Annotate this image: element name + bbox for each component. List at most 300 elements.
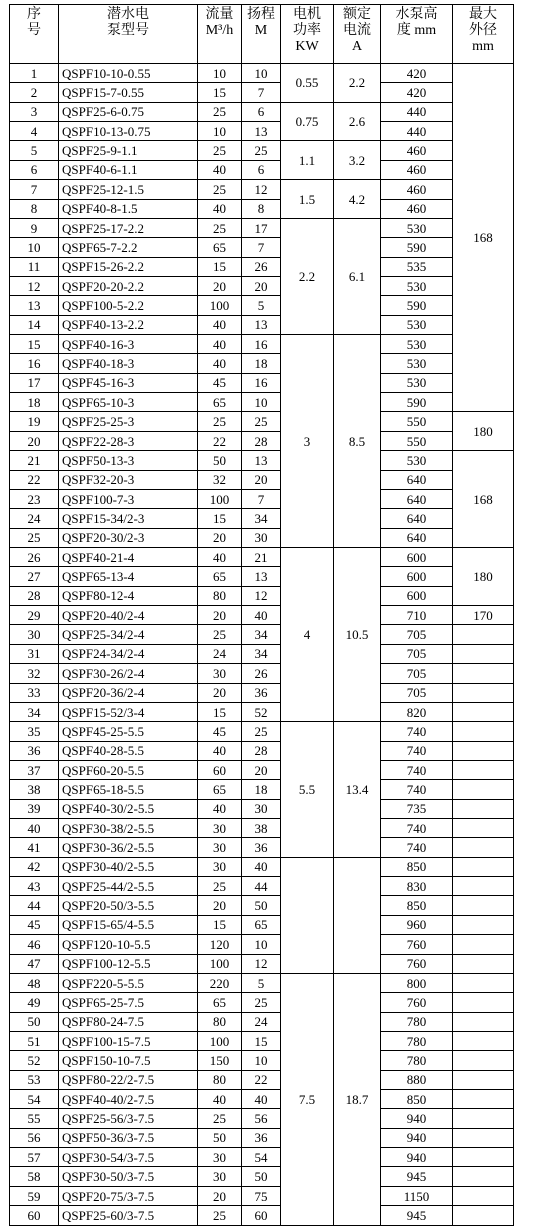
table-row	[10, 509, 514, 528]
flow-rate: 80	[198, 1012, 242, 1031]
pump-model: QSPF30-36/2-5.5	[59, 838, 198, 857]
flow-rate: 25	[198, 1109, 242, 1128]
pump-head: 40	[242, 606, 281, 625]
table-row	[10, 412, 514, 431]
max-diameter	[453, 683, 514, 702]
rated-current: 13.4	[334, 722, 381, 858]
max-diameter	[453, 1031, 514, 1050]
pump-model: QSPF40-18-3	[59, 354, 198, 373]
row-number: 55	[10, 1109, 59, 1128]
row-number: 54	[10, 1090, 59, 1109]
pump-height: 530	[381, 354, 453, 373]
max-diameter	[453, 1128, 514, 1147]
header-power: 电机 功率 KW	[281, 5, 334, 64]
pump-model: QSPF120-10-5.5	[59, 935, 198, 954]
pump-height: 880	[381, 1070, 453, 1089]
row-number: 43	[10, 877, 59, 896]
rated-current: 4.2	[334, 180, 381, 219]
flow-rate: 45	[198, 722, 242, 741]
pump-height: 760	[381, 954, 453, 973]
max-diameter: 170	[453, 606, 514, 625]
pump-model: QSPF25-9-1.1	[59, 141, 198, 160]
pump-model: QSPF40-6-1.1	[59, 160, 198, 179]
row-number: 20	[10, 431, 59, 450]
flow-rate: 10	[198, 122, 242, 141]
pump-head: 15	[242, 1031, 281, 1050]
max-diameter	[453, 1109, 514, 1128]
pump-model: QSPF30-54/3-7.5	[59, 1148, 198, 1167]
rated-current: 10.5	[334, 547, 381, 721]
pump-height: 780	[381, 1031, 453, 1050]
header-current: 额定 电流 A	[334, 5, 381, 64]
table-row	[10, 354, 514, 373]
row-number: 58	[10, 1167, 59, 1186]
max-diameter: 168	[453, 451, 514, 548]
pump-model: QSPF10-13-0.75	[59, 122, 198, 141]
pump-height: 460	[381, 141, 453, 160]
flow-rate: 20	[198, 683, 242, 702]
pump-head: 6	[242, 160, 281, 179]
pump-head: 12	[242, 180, 281, 199]
pump-head: 7	[242, 489, 281, 508]
table-row	[10, 838, 514, 857]
row-number: 9	[10, 218, 59, 237]
flow-rate: 100	[198, 296, 242, 315]
flow-rate: 45	[198, 373, 242, 392]
table-row	[10, 451, 514, 470]
motor-power: 1.5	[281, 180, 334, 219]
max-diameter: 168	[453, 64, 514, 412]
flow-rate: 40	[198, 741, 242, 760]
flow-rate: 100	[198, 489, 242, 508]
max-diameter	[453, 1206, 514, 1225]
row-number: 33	[10, 683, 59, 702]
table-row	[10, 64, 514, 83]
max-diameter	[453, 722, 514, 741]
header-pump-height: 水泵高 度 mm	[381, 5, 453, 64]
pump-model: QSPF45-25-5.5	[59, 722, 198, 741]
row-number: 13	[10, 296, 59, 315]
pump-head: 21	[242, 547, 281, 566]
table-row	[10, 935, 514, 954]
table-row	[10, 1148, 514, 1167]
table-row	[10, 1031, 514, 1050]
table-row	[10, 896, 514, 915]
rated-current: 2.6	[334, 102, 381, 141]
row-number: 23	[10, 489, 59, 508]
pump-model: QSPF15-7-0.55	[59, 83, 198, 102]
row-number: 46	[10, 935, 59, 954]
table-row	[10, 296, 514, 315]
pump-height: 705	[381, 625, 453, 644]
table-row	[10, 567, 514, 586]
pump-head: 34	[242, 644, 281, 663]
flow-rate: 15	[198, 702, 242, 721]
pump-model: QSPF25-56/3-7.5	[59, 1109, 198, 1128]
pump-model: QSPF60-20-5.5	[59, 760, 198, 779]
row-number: 38	[10, 780, 59, 799]
pump-model: QSPF100-7-3	[59, 489, 198, 508]
flow-rate: 10	[198, 64, 242, 83]
table-row	[10, 877, 514, 896]
table-row	[10, 238, 514, 257]
max-diameter	[453, 857, 514, 876]
rated-current	[334, 857, 381, 973]
pump-height: 735	[381, 799, 453, 818]
pump-head: 26	[242, 257, 281, 276]
motor-power: 0.55	[281, 64, 334, 103]
motor-power: 2.2	[281, 218, 334, 334]
pump-model: QSPF40-28-5.5	[59, 741, 198, 760]
pump-height: 640	[381, 528, 453, 547]
pump-head: 36	[242, 1128, 281, 1147]
row-number: 6	[10, 160, 59, 179]
header-head: 扬程 M	[242, 5, 281, 64]
flow-rate: 25	[198, 180, 242, 199]
motor-power: 3	[281, 335, 334, 548]
pump-height: 530	[381, 373, 453, 392]
row-number: 44	[10, 896, 59, 915]
max-diameter	[453, 896, 514, 915]
header-row	[10, 5, 514, 64]
flow-rate: 25	[198, 102, 242, 121]
pump-head: 18	[242, 780, 281, 799]
row-number: 51	[10, 1031, 59, 1050]
flow-rate: 40	[198, 160, 242, 179]
pump-model: QSPF15-34/2-3	[59, 509, 198, 528]
pump-head: 5	[242, 296, 281, 315]
flow-rate: 30	[198, 664, 242, 683]
pump-head: 13	[242, 451, 281, 470]
flow-rate: 30	[198, 819, 242, 838]
pump-head: 10	[242, 935, 281, 954]
max-diameter	[453, 973, 514, 992]
pump-height: 600	[381, 547, 453, 566]
pump-head: 25	[242, 993, 281, 1012]
pump-head: 65	[242, 915, 281, 934]
flow-rate: 22	[198, 431, 242, 450]
row-number: 53	[10, 1070, 59, 1089]
row-number: 21	[10, 451, 59, 470]
pump-height: 460	[381, 180, 453, 199]
row-number: 32	[10, 664, 59, 683]
pump-head: 10	[242, 393, 281, 412]
table-row	[10, 489, 514, 508]
pump-height: 780	[381, 1051, 453, 1070]
max-diameter	[453, 664, 514, 683]
row-number: 30	[10, 625, 59, 644]
flow-rate: 15	[198, 509, 242, 528]
row-number: 28	[10, 586, 59, 605]
row-number: 40	[10, 819, 59, 838]
pump-head: 28	[242, 741, 281, 760]
pump-height: 850	[381, 896, 453, 915]
pump-head: 34	[242, 509, 281, 528]
table-row	[10, 1167, 514, 1186]
pump-height: 420	[381, 64, 453, 83]
row-number: 37	[10, 760, 59, 779]
pump-head: 22	[242, 1070, 281, 1089]
pump-height: 1150	[381, 1186, 453, 1205]
pump-model: QSPF25-44/2-5.5	[59, 877, 198, 896]
pump-head: 50	[242, 1167, 281, 1186]
row-number: 39	[10, 799, 59, 818]
pump-head: 8	[242, 199, 281, 218]
pump-height: 590	[381, 238, 453, 257]
pump-height: 535	[381, 257, 453, 276]
pump-height: 460	[381, 160, 453, 179]
row-number: 36	[10, 741, 59, 760]
pump-height: 710	[381, 606, 453, 625]
pump-height: 640	[381, 509, 453, 528]
max-diameter	[453, 625, 514, 644]
pump-height: 705	[381, 664, 453, 683]
flow-rate: 15	[198, 915, 242, 934]
row-number: 1	[10, 64, 59, 83]
row-number: 34	[10, 702, 59, 721]
flow-rate: 32	[198, 470, 242, 489]
table-row	[10, 547, 514, 566]
max-diameter: 180	[453, 547, 514, 605]
pump-height: 820	[381, 702, 453, 721]
pump-model: QSPF40-16-3	[59, 335, 198, 354]
flow-rate: 25	[198, 412, 242, 431]
rated-current: 2.2	[334, 64, 381, 103]
pump-head: 17	[242, 218, 281, 237]
row-number: 11	[10, 257, 59, 276]
pump-head: 38	[242, 819, 281, 838]
pump-model: QSPF80-22/2-7.5	[59, 1070, 198, 1089]
pump-height: 705	[381, 683, 453, 702]
table-row	[10, 993, 514, 1012]
max-diameter	[453, 915, 514, 934]
pump-head: 56	[242, 1109, 281, 1128]
row-number: 47	[10, 954, 59, 973]
table-row	[10, 257, 514, 276]
flow-rate: 150	[198, 1051, 242, 1070]
flow-rate: 20	[198, 528, 242, 547]
row-number: 52	[10, 1051, 59, 1070]
table-row	[10, 315, 514, 334]
pump-height: 420	[381, 83, 453, 102]
flow-rate: 40	[198, 315, 242, 334]
pump-head: 40	[242, 1090, 281, 1109]
row-number: 12	[10, 276, 59, 295]
table-row	[10, 683, 514, 702]
pump-height: 530	[381, 218, 453, 237]
max-diameter	[453, 799, 514, 818]
table-row	[10, 760, 514, 779]
table-row	[10, 373, 514, 392]
pump-head: 44	[242, 877, 281, 896]
row-number: 27	[10, 567, 59, 586]
flow-rate: 40	[198, 1090, 242, 1109]
max-diameter	[453, 644, 514, 663]
row-number: 48	[10, 973, 59, 992]
max-diameter: 180	[453, 412, 514, 451]
flow-rate: 60	[198, 760, 242, 779]
max-diameter	[453, 877, 514, 896]
table-row	[10, 1109, 514, 1128]
pump-head: 12	[242, 954, 281, 973]
pump-height: 705	[381, 644, 453, 663]
table-body	[10, 64, 514, 1226]
pump-height: 440	[381, 102, 453, 121]
table-row	[10, 141, 514, 160]
table-row	[10, 122, 514, 141]
table-row	[10, 528, 514, 547]
table-row	[10, 741, 514, 760]
max-diameter	[453, 954, 514, 973]
pump-model: QSPF30-40/2-5.5	[59, 857, 198, 876]
flow-rate: 80	[198, 586, 242, 605]
max-diameter	[453, 1070, 514, 1089]
pump-model: QSPF65-25-7.5	[59, 993, 198, 1012]
row-number: 41	[10, 838, 59, 857]
pump-model: QSPF20-36/2-4	[59, 683, 198, 702]
pump-height: 800	[381, 973, 453, 992]
flow-rate: 25	[198, 877, 242, 896]
pump-model: QSPF80-24-7.5	[59, 1012, 198, 1031]
row-number: 16	[10, 354, 59, 373]
pump-model: QSPF25-12-1.5	[59, 180, 198, 199]
rated-current: 8.5	[334, 335, 381, 548]
header-model: 潜水电 泵型号	[59, 5, 198, 64]
pump-model: QSPF45-16-3	[59, 373, 198, 392]
flow-rate: 24	[198, 644, 242, 663]
pump-head: 16	[242, 335, 281, 354]
flow-rate: 30	[198, 1167, 242, 1186]
flow-rate: 50	[198, 451, 242, 470]
pump-model: QSPF15-26-2.2	[59, 257, 198, 276]
row-number: 5	[10, 141, 59, 160]
pump-head: 7	[242, 238, 281, 257]
table-row	[10, 431, 514, 450]
pump-height: 740	[381, 741, 453, 760]
pump-model: QSPF50-13-3	[59, 451, 198, 470]
pump-model: QSPF40-8-1.5	[59, 199, 198, 218]
pump-height: 740	[381, 819, 453, 838]
motor-power	[281, 857, 334, 973]
pump-head: 60	[242, 1206, 281, 1225]
row-number: 60	[10, 1206, 59, 1225]
row-number: 49	[10, 993, 59, 1012]
pump-height: 850	[381, 1090, 453, 1109]
table-row	[10, 664, 514, 683]
pump-height: 590	[381, 393, 453, 412]
row-number: 7	[10, 180, 59, 199]
pump-model: QSPF30-26/2-4	[59, 664, 198, 683]
flow-rate: 30	[198, 838, 242, 857]
max-diameter	[453, 1148, 514, 1167]
flow-rate: 65	[198, 567, 242, 586]
pump-model: QSPF24-34/2-4	[59, 644, 198, 663]
pump-height: 740	[381, 780, 453, 799]
table-row	[10, 276, 514, 295]
pump-model: QSPF30-50/3-7.5	[59, 1167, 198, 1186]
pump-model: QSPF25-17-2.2	[59, 218, 198, 237]
row-number: 59	[10, 1186, 59, 1205]
flow-rate: 40	[198, 547, 242, 566]
flow-rate: 40	[198, 199, 242, 218]
max-diameter	[453, 838, 514, 857]
table-row	[10, 1128, 514, 1147]
table-row	[10, 180, 514, 199]
pump-head: 10	[242, 1051, 281, 1070]
pump-height: 530	[381, 335, 453, 354]
pump-head: 13	[242, 567, 281, 586]
table-row	[10, 915, 514, 934]
table-row	[10, 470, 514, 489]
pump-height: 940	[381, 1128, 453, 1147]
row-number: 25	[10, 528, 59, 547]
pump-height: 600	[381, 567, 453, 586]
pump-model: QSPF80-12-4	[59, 586, 198, 605]
flow-rate: 25	[198, 1206, 242, 1225]
row-number: 17	[10, 373, 59, 392]
rated-current: 18.7	[334, 973, 381, 1225]
flow-rate: 25	[198, 625, 242, 644]
pump-head: 28	[242, 431, 281, 450]
pump-height: 850	[381, 857, 453, 876]
table-row	[10, 625, 514, 644]
pump-height: 550	[381, 412, 453, 431]
flow-rate: 65	[198, 993, 242, 1012]
pump-model: QSPF40-30/2-5.5	[59, 799, 198, 818]
row-number: 14	[10, 315, 59, 334]
motor-power: 7.5	[281, 973, 334, 1225]
row-number: 57	[10, 1148, 59, 1167]
pump-model: QSPF20-50/3-5.5	[59, 896, 198, 915]
rated-current: 6.1	[334, 218, 381, 334]
max-diameter	[453, 1090, 514, 1109]
pump-height: 590	[381, 296, 453, 315]
row-number: 45	[10, 915, 59, 934]
pump-height: 600	[381, 586, 453, 605]
pump-head: 24	[242, 1012, 281, 1031]
flow-rate: 100	[198, 1031, 242, 1050]
table-row	[10, 606, 514, 625]
pump-head: 36	[242, 838, 281, 857]
pump-model: QSPF20-40/2-4	[59, 606, 198, 625]
row-number: 3	[10, 102, 59, 121]
pump-model: QSPF40-40/2-7.5	[59, 1090, 198, 1109]
pump-height: 945	[381, 1206, 453, 1225]
flow-rate: 20	[198, 606, 242, 625]
pump-height: 460	[381, 199, 453, 218]
pump-height: 760	[381, 935, 453, 954]
table-row	[10, 702, 514, 721]
pump-model: QSPF220-5-5.5	[59, 973, 198, 992]
pump-model: QSPF65-10-3	[59, 393, 198, 412]
pump-model: QSPF65-13-4	[59, 567, 198, 586]
flow-rate: 120	[198, 935, 242, 954]
table-row	[10, 799, 514, 818]
pump-head: 75	[242, 1186, 281, 1205]
flow-rate: 50	[198, 1128, 242, 1147]
pump-model: QSPF150-10-7.5	[59, 1051, 198, 1070]
table-row	[10, 722, 514, 741]
row-number: 4	[10, 122, 59, 141]
row-number: 19	[10, 412, 59, 431]
pump-height: 940	[381, 1109, 453, 1128]
pump-head: 25	[242, 722, 281, 741]
max-diameter	[453, 760, 514, 779]
max-diameter	[453, 702, 514, 721]
flow-rate: 65	[198, 238, 242, 257]
table-row	[10, 160, 514, 179]
pump-height: 530	[381, 276, 453, 295]
